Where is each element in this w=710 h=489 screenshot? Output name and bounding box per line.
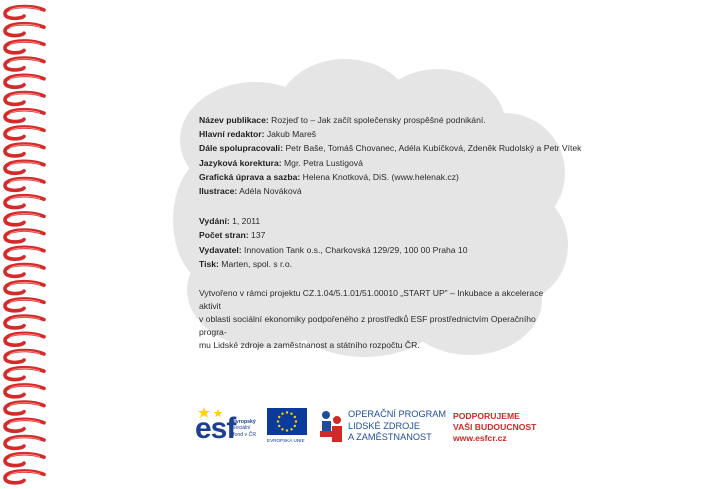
eu-stars-icon [267,408,307,435]
op-people-icon [320,409,344,445]
eu-star [281,428,283,430]
eu-star [278,425,280,427]
binding-ring [5,265,44,277]
eu-logo [267,408,309,446]
imprint-block [199,113,582,352]
imprint-publisher-line [199,243,559,257]
imprint-contributors-line [199,141,582,155]
imprint-design-line [199,170,559,184]
binding-ring [5,58,44,70]
imprint-label: Grafická úprava a sazba: [199,171,301,182]
binding-ring [5,196,44,208]
binding-ring [5,247,44,259]
imprint-value: 1, 2011 [229,216,261,227]
imprint-value: Marten, spol. s r.o. [218,258,292,269]
binding-ring [5,282,44,294]
spacer [199,271,559,287]
op-text-line: LIDSKÉ ZDROJE [348,420,420,431]
binding-ring [5,230,44,242]
imprint-value: Mgr. Petra Lustigová [281,157,363,168]
eu-star [278,416,280,418]
binding-ring [5,471,44,483]
eu-star [294,416,296,418]
logo-strip [0,405,710,455]
imprint-value: Adéla Nováková [237,185,302,196]
imprint-pages-line [199,228,559,242]
binding-ring [5,161,44,173]
imprint-label: Vydavatel: [199,244,242,255]
eu-star [295,420,297,422]
binding-ring [5,179,44,191]
binding-ring [5,93,44,105]
binding-ring [5,75,44,87]
eu-star [290,413,292,415]
eu-label: EVROPSKÁ UNIE [267,438,305,443]
funding-line: Vytvořeno v rámci projektu CZ.1.04/5.1.01/51.00010 „START UP" – Inkubace a akcelerace aktivit [199,287,544,311]
imprint-editor-line [199,127,559,141]
eu-star [281,413,283,415]
spacer [199,198,559,214]
binding-ring [5,213,44,225]
eu-star [294,425,296,427]
binding-ring [5,454,44,466]
esf-caption-line: sociální [233,425,251,432]
eu-star-ring [277,411,297,431]
op-text-line: A ZAMĚSTNANOST [348,432,432,442]
binding-ring [5,41,44,53]
imprint-value: Innovation Tank o.s., Charkovská 129/29, 100 00 Praha 10 [241,244,468,255]
imprint-label: Ilustrace: [199,185,238,196]
binding-ring [5,144,44,156]
slogan-line: PODPORUJEME [453,411,520,421]
imprint-label: Tisk: [199,258,219,269]
support-slogan [453,411,536,445]
imprint-illustration-line [199,184,559,198]
binding-ring [5,351,44,363]
binding-ring [5,127,44,139]
eu-star [286,429,288,431]
slogan-line: VAŠI BUDOUCNOST [453,422,537,433]
esf-wordmark: esf [195,412,236,445]
imprint-label: Počet stran: [199,230,249,241]
binding-ring [5,7,44,19]
imprint-edition-line [199,214,559,228]
binding-ring [5,110,44,122]
eu-star [277,420,279,422]
binding-ring [5,24,44,36]
funding-paragraph [199,287,551,352]
binding-ring [5,368,44,380]
funding-line: v oblasti sociální ekonomiky podpořeného z prostředků ESF prostřednictvím Operačního progra- [199,313,536,337]
esf-caption-line: evropský [233,419,256,425]
esf-logo [195,407,265,449]
funding-line: mu Lidské zdroje a zaměstnanost a státního rozpočtu ČR. [199,339,420,350]
binding-ring [5,385,44,397]
imprint-label: Název publikace: [199,115,269,125]
op-text-line: OPERAČNÍ PROGRAM [348,409,447,419]
binding-ring [5,316,44,328]
esfcr-link[interactable]: www.esfcr.cz [453,433,507,444]
imprint-value: Rozjeď to – Jak začít společensky prospěšné podnikání. [268,115,486,125]
op-lzz-logo [320,407,450,451]
imprint-label: Vydání: [199,216,230,227]
binding-ring [5,299,44,311]
esf-caption [233,419,256,438]
eu-flag-icon [267,408,307,435]
eu-star [286,411,288,413]
imprint-label: Hlavní redaktor: [199,129,265,140]
binding-ring [5,333,44,345]
imprint-value: Jakub Mareš [264,129,317,140]
esf-caption-line: fond v ČR [233,431,257,438]
imprint-proofreading-line [199,156,559,170]
imprint-title-line [199,113,559,127]
imprint-value: Petr Baše, Tomáš Chovanec, Adéla Kubíčková, Zdeněk Rudolský a Petr Vítek [283,143,582,154]
imprint-value: Helena Knotková, DiS. (www.helenak.cz) [300,171,459,182]
imprint-print-line [199,257,559,271]
eu-star [290,428,292,430]
imprint-value: 137 [248,230,266,241]
op-text [348,409,446,444]
imprint-label: Jazyková korektura: [199,157,282,168]
imprint-label: Dále spolupracovali: [199,143,284,154]
